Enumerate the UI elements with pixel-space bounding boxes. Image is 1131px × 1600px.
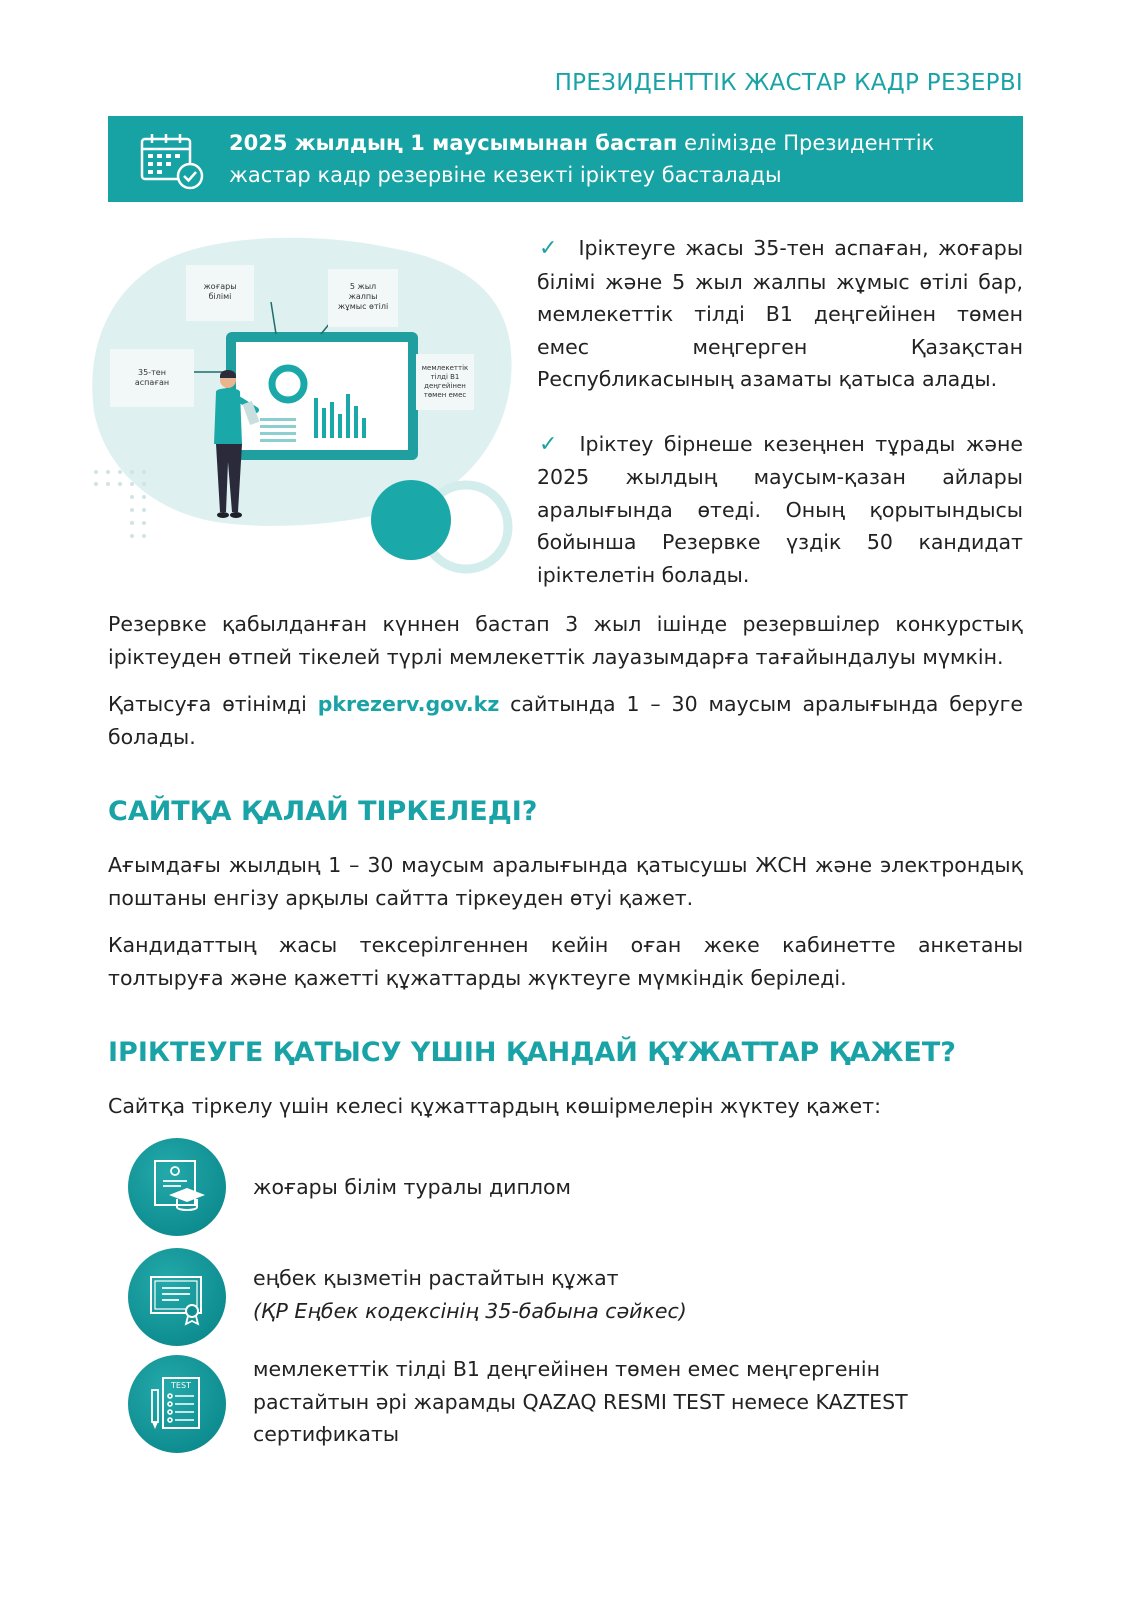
svg-text:мемлекеттік: мемлекеттік	[421, 364, 469, 372]
svg-text:TEST: TEST	[171, 1381, 191, 1390]
list-item: ✓ Іріктеуге жасы 35-тен аспаған, жоғары білімі және 5 жыл жалпы жұмыс өтілі бар, мемлекеттік тілді В1 деңгейінен төмен емес меңгерген Қазақстан Республикасының азаматы қатыса алады.	[537, 236, 1024, 391]
document-item-employment	[128, 1248, 1023, 1348]
label-experience-card	[328, 269, 398, 327]
svg-text:жоғары: жоғары	[203, 282, 237, 291]
svg-text:жалпы: жалпы	[348, 292, 378, 301]
svg-text:білімі: білімі	[208, 292, 232, 301]
test-sheet-icon	[128, 1355, 226, 1453]
banner-text: 2025 жылдың 1 маусымынан бастап елімізде Президенттік жастар кадр резервіне кезекті іріктеу басталады	[229, 131, 935, 187]
document-text: мемлекеттік тілді В1 деңгейінен төмен емес меңгергенін растайтын әрі жарамды QAZAQ RESMI TEST немесе KAZTEST сертификаты	[253, 1357, 908, 1446]
label-education-card	[186, 265, 254, 321]
document-item-diploma	[128, 1138, 1023, 1238]
illustration	[86, 222, 531, 592]
diploma-icon	[128, 1138, 226, 1236]
svg-text:тілді В1: тілді В1	[430, 373, 460, 381]
list-item: ✓ Іріктеу бірнеше кезеңнен тұрады және 2025 жылдың маусым-қазан айлары аралығында өтеді. Оның қорытындысы бойынша Резервке үздік 50 кандидат іріктелетін болады.	[537, 431, 1023, 587]
documents-intro: Сайтқа тіркелу үшін келесі құжаттардың көшірмелерін жүктеу қажет:	[108, 1094, 881, 1118]
reserve-paragraph: Резервке қабылданған күннен бастап 3 жыл ішінде резервшілер конкурстық іріктеуден өтпей тікелей түрлі мемлекеттік лауазымдарға тағайындалуы мүмкін.	[108, 612, 1023, 669]
document-text: еңбек қызметін растайтын құжат (ҚР Еңбек кодексінің 35-бабына сәйкес)	[253, 1266, 687, 1323]
svg-text:деңгейінен: деңгейінен	[424, 382, 466, 390]
label-age-card	[110, 349, 194, 407]
announcement-banner	[108, 116, 1023, 202]
certificate-icon	[128, 1248, 226, 1346]
eligibility-list	[537, 232, 1023, 623]
registration-paragraph-1: Ағымдағы жылдың 1 – 30 маусым аралығында қатысушы ЖСН және электрондық поштаны енгізу арқылы сайтта тіркеуден өтуі қажет.	[108, 853, 1023, 910]
svg-text:төмен емес: төмен емес	[423, 391, 467, 399]
check-icon: ✓	[539, 431, 562, 457]
document-text: жоғары білім туралы диплом	[253, 1175, 571, 1199]
application-paragraph: Қатысуға өтінімді pkrezerv.gov.kz сайтында 1 – 30 маусым аралығында беруге болады.	[108, 692, 1023, 749]
document-note: (ҚР Еңбек кодексінің 35-бабына сәйкес)	[253, 1298, 687, 1323]
page-header: ПРЕЗИДЕНТТІК ЖАСТАР КАДР РЕЗЕРВІ	[554, 70, 1023, 96]
svg-text:5 жыл: 5 жыл	[349, 282, 377, 291]
svg-text:35-тен: 35-тен	[138, 368, 166, 377]
site-link[interactable]: pkrezerv.gov.kz	[317, 692, 500, 716]
document-item-language-test	[128, 1355, 1023, 1455]
check-icon: ✓	[539, 236, 561, 261]
section-title-registration: САЙТҚА ҚАЛАЙ ТІРКЕЛЕДІ?	[108, 796, 538, 827]
svg-text:жұмыс өтілі: жұмыс өтілі	[337, 302, 389, 311]
section-title-documents: ІРІКТЕУГЕ ҚАТЫСУ ҮШІН ҚАНДАЙ ҚҰЖАТТАР ҚАЖЕТ?	[108, 1037, 956, 1068]
calendar-check-icon	[136, 130, 206, 190]
svg-text:аспаған: аспаған	[134, 378, 170, 387]
registration-paragraph-2: Кандидаттың жасы тексерілгеннен кейін оған жеке кабинетте анкетаны толтыруға және қажетті құжаттарды жүктеуге мүмкіндік беріледі.	[108, 933, 1023, 990]
label-language-card	[416, 354, 474, 410]
